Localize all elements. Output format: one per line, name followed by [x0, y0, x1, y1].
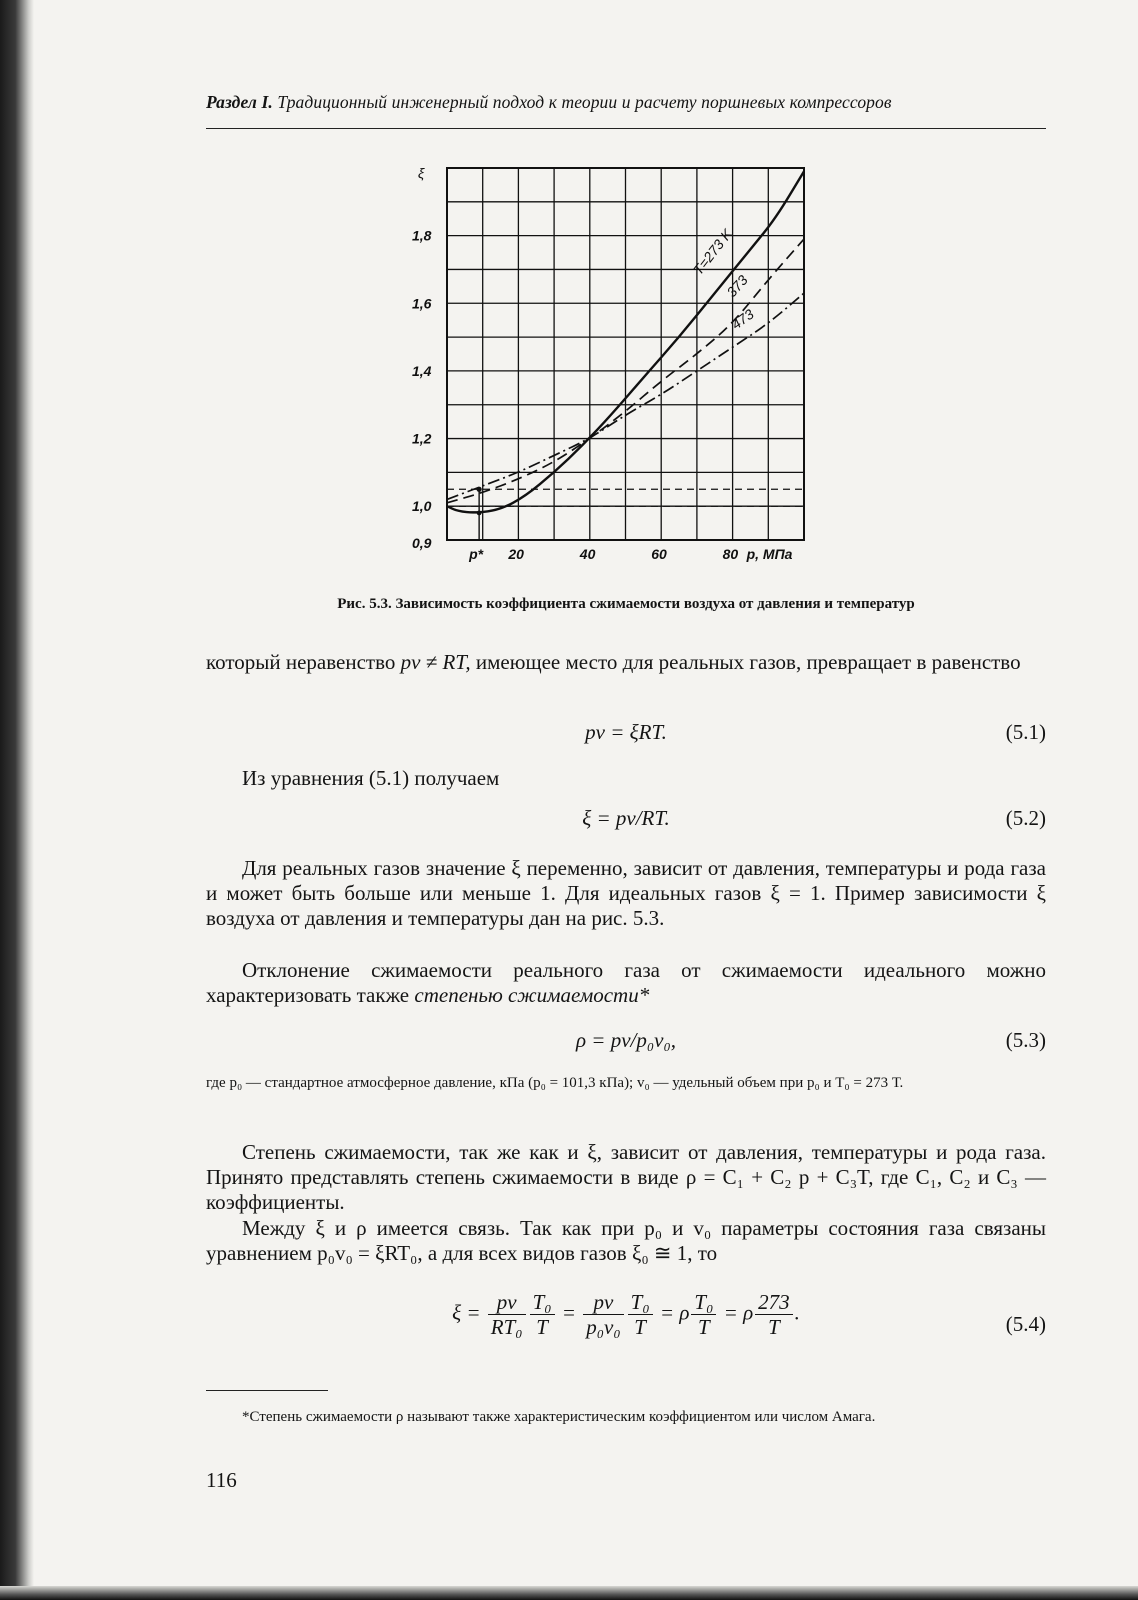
series-label-2: 473 — [728, 305, 757, 333]
y-tick-label: 1,6 — [412, 295, 432, 312]
eq4-xi: ξ — [452, 1300, 462, 1325]
eq4-equals: = — [466, 1300, 481, 1325]
equation-5-2-number: (5.2) — [1005, 806, 1046, 830]
p2-text: Из уравнения (5.1) получаем — [242, 766, 500, 790]
y-tick-label: 0,9 — [412, 535, 432, 551]
equation-5-1-number: (5.1) — [1005, 720, 1046, 744]
scan-bottom-edge — [0, 1586, 1138, 1600]
y-tick-label: 1,2 — [412, 430, 432, 447]
p1-text-c: имеющее место для реальных газов, превращает в равенство — [470, 650, 1021, 674]
y-tick-label: 1,8 — [412, 227, 432, 244]
p5-text: Степень сжимаемости, так же как и ξ, зависит от давления, температуры и рода газа. Принято представлять степень сжимаемости в виде ρ = C₁ + C₂ p + C₃T, где C₁, C₂ и C₃ — коэффициенты. — [206, 1140, 1046, 1214]
equation-5-4-body — [206, 1290, 1046, 1339]
x-tick-label: 20 — [508, 546, 524, 562]
eq4-equals: = — [659, 1300, 675, 1325]
equation-5-1 — [206, 720, 1046, 750]
p3-text: Для реальных газов значение ξ переменно, зависит от давления, температуры и рода газа и может быть больше или меньше 1. Для идеальных газов ξ = 1. Пример зависимости ξ воздуха от давления и температуры дан на рис. 5.3. — [206, 856, 1046, 930]
y-tick-label: 1,0 — [412, 498, 432, 515]
equation-5-3 — [206, 1028, 1046, 1058]
eq4-frac-6: $\frac{273}{T}$ — [755, 1290, 793, 1339]
compressibility-chart — [0, 150, 1138, 590]
eq4-end: . — [794, 1300, 800, 1325]
y-axis-label: ξ — [418, 165, 425, 181]
x-tick-label: 40 — [579, 546, 596, 562]
page-number: 116 — [206, 1468, 237, 1492]
eq4-rho: ρ — [743, 1300, 754, 1325]
p6-text: Между ξ и ρ имеется связь. Так как при p₀ и v₀ параметры состояния газа связаны уравнением p₀v₀ = ξRT₀, а для всех видов газов ξ₀ ≅ 1, то — [206, 1216, 1046, 1265]
eq4-rho: ρ — [679, 1300, 690, 1325]
paragraph-1 — [206, 650, 1046, 675]
eq4-frac-3: $\frac{pv}{\text{p₀v₀}}$ — [583, 1290, 623, 1339]
series-label-1: 373 — [723, 271, 751, 301]
paragraph-5 — [206, 1140, 1046, 1215]
equation-5-2 — [206, 806, 1046, 836]
series-label-0: T=273 K — [689, 225, 736, 278]
footnote-rule — [206, 1390, 328, 1391]
eq4-equals: = — [561, 1300, 576, 1325]
paragraph-2 — [206, 766, 1046, 791]
eq4-frac-4: $\frac{\text{T₀}}{T}$ — [628, 1290, 653, 1339]
paragraph-3 — [206, 856, 1046, 931]
y-tick-label: 1,4 — [412, 362, 432, 379]
eq4-equals: = — [723, 1300, 738, 1325]
where-clause: где p₀ — стандартное атмосферное давление, кПа (p₀ = 101,3 кПа); v₀ — удельный объем при p₀ и T₀ = 273 Т. — [206, 1075, 904, 1091]
eq4-frac-2: $\frac{\text{T₀}}{T}$ — [530, 1290, 555, 1339]
equation-5-1-body: pv = ξRT. — [585, 720, 667, 744]
eq4-frac-1: $\frac{pv}{\text{RT₀}}$ — [488, 1290, 526, 1339]
paragraph-4 — [206, 958, 1046, 1008]
equation-5-3-number: (5.3) — [1005, 1028, 1046, 1052]
eq4-frac-5: $\frac{\text{T₀}}{T}$ — [691, 1290, 716, 1339]
x-tick-label: 80 — [722, 546, 739, 562]
x-tick-label: p* — [469, 546, 484, 562]
p4-term: степенью сжимаемости* — [414, 983, 650, 1007]
running-header — [206, 92, 1046, 113]
footnote: *Степень сжимаемости ρ называют также характеристическим коэффициентом или числом Амага. — [242, 1409, 876, 1425]
header-rule — [206, 128, 1046, 129]
equation-5-4 — [206, 1290, 1046, 1360]
equation-5-3-body: ρ = pv/p₀v₀, — [575, 1028, 677, 1052]
chart-labels — [418, 165, 793, 562]
header-title: Традиционный инженерный подход к теории и расчету поршневых компрессоров — [277, 92, 892, 112]
chart-grid — [447, 168, 804, 540]
equation-5-4-number: (5.4) — [1005, 1312, 1046, 1336]
paragraph-6 — [206, 1216, 1046, 1266]
p1-formula: pv ≠ RT, — [400, 650, 471, 674]
x-tick-label: 60 — [651, 546, 667, 562]
header-section: Раздел I. — [206, 92, 273, 112]
equation-5-2-body: ξ = pv/RT. — [582, 806, 670, 830]
p4-text: Отклонение сжимаемости реального газа от сжимаемости идеального можно характеризовать также — [206, 958, 1046, 1007]
p1-text-a: который неравенство — [206, 650, 401, 674]
figure-caption: Рис. 5.3. Зависимость коэффициента сжимаемости воздуха от давления и температур — [337, 596, 915, 612]
x-axis-label: p, МПа — [746, 546, 793, 562]
